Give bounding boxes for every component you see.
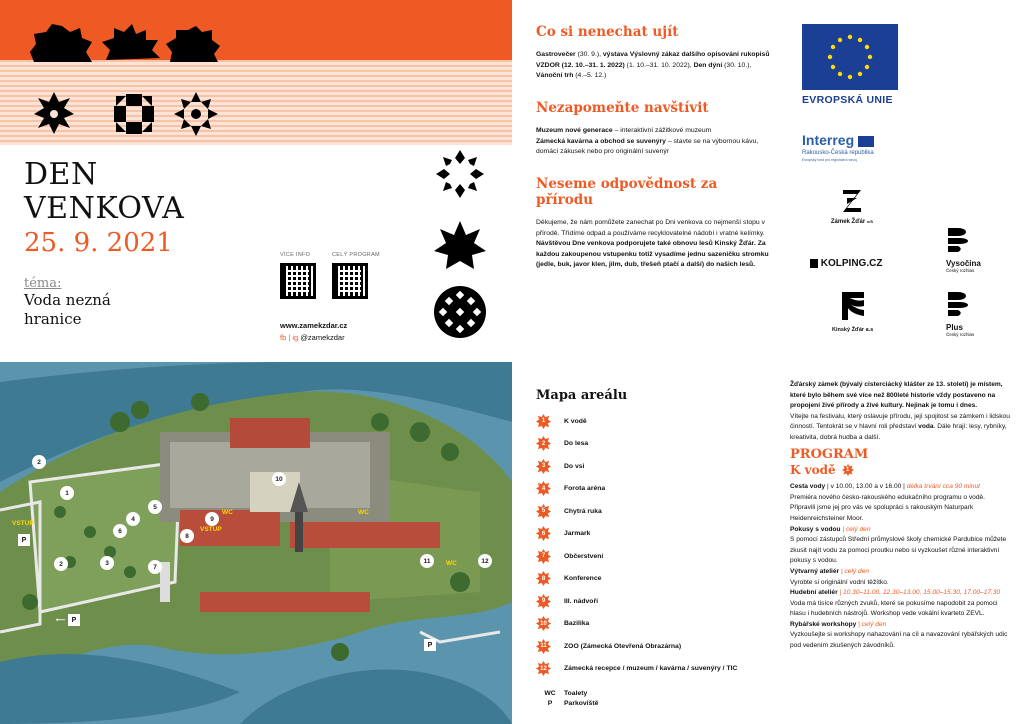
kinsky-logo: Kinský Žďár a.s [832,290,873,333]
plus-logo: Plus Český rozhlas [946,290,974,337]
legend-label: K vodě [564,417,587,425]
legend-label: Konference [564,575,602,583]
section-title: Co si nenechat ujít [536,24,679,40]
site-map [0,362,512,724]
badge-icon: 1 [842,464,854,476]
event-cesta-vody: Cesta vody | v 10.00, 13.00 a v 16.00 | délka trvání cca 90 minut [790,483,981,491]
social-handle[interactable]: @zamekzdar [300,333,345,342]
theme-label: téma: [24,276,62,291]
event-atelier: Výtvarný ateliér | celý den [790,567,870,575]
eu-mini-flag-icon [858,136,874,147]
legend-parking: P Parkoviště [547,700,599,708]
interreg-subtitle: Rakousko-Česká republika [802,150,874,156]
event-hudebni: Hudební ateliér | 10.30–11.00, 12.30–13.00, 15.00–15.30, 17.00–17.30 [790,589,1001,597]
qr-more-info-label: VÍCE INFO [280,252,311,258]
program-panel [512,362,1024,724]
section-text: Gastrovečer (30. 9.), výstava Výslovný zákaz dalšího opisování rukopisů VZDOR (12. 10.–31. 1. 2022) (1. 10.–31. 10. 2022), Den dýní (30. 10.), Vánoční trh (4.–5. 12.) [536,51,770,79]
legend-label: III. nádvoří [564,597,598,605]
legend-item [536,658,737,681]
decorative-shapes-top [30,22,220,142]
theme-line-1: Voda nezná [24,291,111,309]
map-pin-7[interactable]: 7 [148,560,162,574]
social-icons[interactable]: fb | ig [280,333,299,342]
event-rybarske: Rybářské workshopy | celý den [790,620,887,628]
kolping-k-icon [810,259,818,268]
contact-block [280,320,347,344]
map-pin-10[interactable]: 10 [272,472,286,486]
kolping-logo: KOLPING.CZ [810,258,882,269]
website-link[interactable]: www.zamekzdar.cz [280,321,348,330]
event-pokusy: Pokusy s vodou | celý den [790,525,871,533]
event-desc: Voda má tisíce různých zvuků, které se pokusíme napodobit za pomoci hlasu i hudebních nástrojů. Workshop vede vokální kvarteto ZEVL. [790,599,998,618]
interreg-fund: Evropský fond pro regionální rozvoj [802,158,857,162]
badge-icon: 7 [536,549,551,564]
badge-icon: 1 [536,414,551,429]
eu-flag-icon [802,24,898,90]
badge-icon: 8 [536,571,551,586]
event-desc: Premiéra nového česko-rakouského edukačního programu o vodě. Připravili jsme jej pro vás ve spolupráci s rakouským Naturpark Heidenreichsteiner Moor. [790,493,985,522]
section-title: Nezapomeňte navštívit [536,100,709,116]
qr-more-info[interactable] [280,252,316,299]
map-pin-12[interactable]: 12 [478,554,492,568]
legend-item [536,455,737,478]
qr-full-program-label: CELÝ PROGRAM [332,252,380,258]
map-pin-2[interactable]: 2 [32,455,46,469]
map-pin-5[interactable]: 5 [148,500,162,514]
program-title: PROGRAM [790,446,869,462]
legend-label: Bazilika [564,620,590,628]
kinsky-icon [838,290,868,322]
badge-icon: 3 [536,459,551,474]
legend-item [536,545,737,568]
legend-label: Chytrá ruka [564,507,602,515]
badge-icon: 10 [536,616,551,631]
legend-label: Forota aréna [564,485,606,493]
legend-item [536,613,737,636]
qr-full-program[interactable] [332,252,380,299]
map-pin-3[interactable]: 3 [100,556,114,570]
badge-icon: 12 [536,661,551,676]
section-nature [536,176,776,271]
title-line-1: DEN [24,157,98,192]
event-desc: S pomocí zástupců Střední průmyslové školy chemické Pardubice můžete zkusit najít vodu za pomoci proutku nebo si vyzkoušet různé interaktivní pokusy s vodou. [790,536,1007,565]
map-legend-title: Mapa areálu [536,388,628,403]
map-pin-1[interactable]: 1 [60,486,74,500]
legend-item [536,478,737,501]
zamek-zdar-logo: Zámek Žďár n/S [812,188,892,225]
theme-line-2: hranice [24,310,82,328]
map-pin-9[interactable]: 9 [205,512,219,526]
intro-text: Vítejte na festivalu, který oslavuje přírodu, její spojitost se zámkem i lidskou činností. Tentokrát se v hlavní roli představí voda. Dále hrají: lesy, rybníky, kreativita, dobrá hudba a další. [790,412,1010,441]
event-date: 25. 9. 2021 [24,228,173,258]
legend-wc: WC Toalety [544,689,588,697]
intro-bold: Žďárský zámek (bývalý cisterciácký klášter ze 13. století) je místem, které bylo během své více než 800leté historie vždy postaveno na propojení živé přírody a živé kultury. Nejinak je tomu i dnes. [790,381,1003,410]
eu-label: EVROPSKÁ UNIE [802,94,893,106]
legend-item [536,410,737,433]
map-legend [536,410,737,709]
legend-label: Jarmark [564,530,591,538]
section-visit [536,100,776,158]
map-pin-11[interactable]: 11 [420,554,434,568]
title-block [24,158,184,329]
badge-icon: 2 [536,436,551,451]
event-desc: Vyrobte si originální vodní těžítko. [790,578,889,586]
section-text: Muzeum nové generace – interaktivní zážitkové muzeum Zámecká kavárna a obchod se suvenýry – stavte se na výbornou kávu, domácí zákusek nebo pro originální suvenýr [536,127,759,155]
section-title: Neseme odpovědnost za přírodu [536,176,718,208]
legend-label: Do vsi [564,462,585,470]
zamek-z-icon [841,188,863,214]
map-pin-4[interactable]: 4 [126,512,140,526]
legend-item [536,568,737,591]
qr-code-icon[interactable] [332,263,368,299]
legend-item [536,500,737,523]
badge-icon: 4 [536,481,551,496]
legend-label: Do lesa [564,440,589,448]
parking-sign: P [18,534,30,546]
legend-item [536,635,737,658]
vysocina-logo: Vysočina Český rozhlas [946,226,981,273]
parking-sign: P [68,614,80,626]
badge-icon: 5 [536,504,551,519]
section-dont-miss [536,24,776,82]
wc-tag: WC [222,509,233,516]
title-line-2: VENKOVA [24,191,185,226]
cro-icon [946,290,968,318]
legend-label: ZOO (Zámecká Otevřená Obrazárna) [564,642,682,650]
entry-label: VSTUP [200,526,222,533]
event-desc: Vyzkoušejte si workshopy nahazování na cíl a navazování rybářských udic pod vedením zkušených závodníků. [790,631,1008,650]
program-subtitle: K vodě 1 [790,464,1010,476]
entry-label: VSTUP [12,520,34,527]
map-pin-6[interactable]: 6 [113,524,127,538]
info-panel [512,0,1024,362]
cro-icon [946,226,968,254]
map-pin-8[interactable]: 8 [180,529,194,543]
badge-icon: 11 [536,639,551,654]
legend-item [536,433,737,456]
parking-sign: P [424,639,436,651]
badge-icon: 6 [536,526,551,541]
section-text: Děkujeme, že nám pomůžete zanechat po Dni venkova co nejmenší stopu v přírodě. Třídíme odpad a používáme recyklovatelné nádobí i vratné kelímky. Návštěvou Dne venkova podporujete také obnovu lesů Kinský Žďár. Za každou zakoupenou vstupenku totiž vysadíme jednu sazeničku stromku (jedle, buk, javor klen, jilm, dub, třešeň ptačí a další) do našich lesů. [536,219,769,268]
map-illustration [0,362,512,724]
decorative-shapes-side [430,150,490,340]
legend-item [536,590,737,613]
qr-code-icon[interactable] [280,263,316,299]
interreg-logo: Interreg [802,132,874,148]
wc-tag: WC [446,560,457,567]
badge-icon: 9 [536,594,551,609]
legend-item [536,523,737,546]
cover-panel [0,0,512,362]
arrow-left-icon: ⟵ [56,617,66,624]
map-pin-2b[interactable]: 2 [54,557,68,571]
wc-tag: WC [358,509,369,516]
legend-label: Občerstvení [564,552,604,560]
program-column [790,380,1010,652]
legend-label: Zámecká recepce / muzeum / kavárna / suvenýry / TIC [564,665,738,673]
